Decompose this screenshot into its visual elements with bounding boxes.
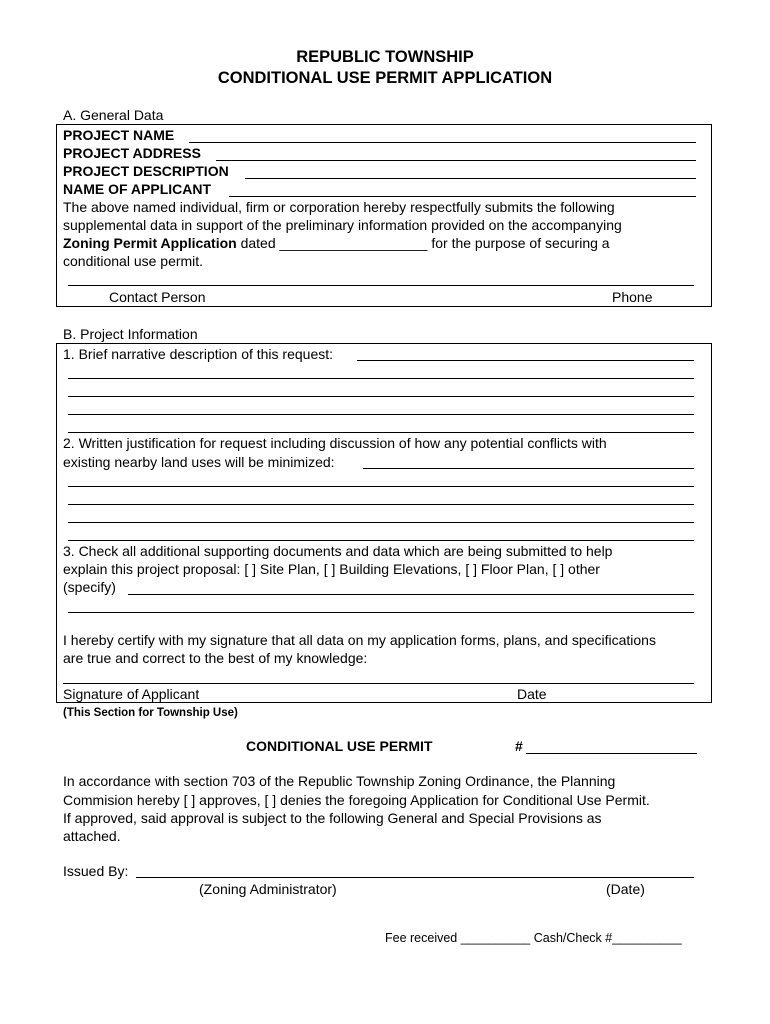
question-1-field[interactable] [357,360,694,361]
permit-number-prefix: # [515,738,523,754]
project-information-box [56,343,712,703]
approval-paragraph-line-3: If approved, said approval is subject to the following General and Special Provisions as [63,810,602,826]
approval-paragraph-line-4: attached. [63,828,121,844]
project-address-label: PROJECT ADDRESS [63,145,201,161]
project-address-field[interactable] [216,160,696,161]
project-name-label: PROJECT NAME [63,127,175,143]
question-1-line[interactable] [68,396,694,397]
question-3-line-2: explain this project proposal: [ ] Site Plan, [ ] Building Elevations, [ ] Floor Plan, [ ] other [63,561,600,577]
permit-number-field[interactable] [526,753,697,754]
certification-line-2: are true and correct to the best of my knowledge: [63,650,368,666]
township-use-note: (This Section for Township Use) [63,707,238,719]
approval-paragraph-line-2: Commision hereby [ ] approves, [ ] denies the foregoing Application for Conditional Use Permit. [63,792,650,808]
statement-line-3 [63,235,610,252]
section-b-heading: B. Project Information [63,326,198,342]
issued-date-label: (Date) [606,881,645,897]
question-1-line[interactable] [68,378,694,379]
question-1-label: 1. Brief narrative description of this request: [63,346,334,362]
contact-phone-field[interactable] [68,285,694,286]
phone-label: Phone [612,289,653,305]
form-title: CONDITIONAL USE PERMIT APPLICATION [217,69,553,87]
project-description-label: PROJECT DESCRIPTION [63,163,229,179]
applicant-name-field[interactable] [229,196,696,197]
zoning-administrator-label: (Zoning Administrator) [199,881,337,897]
question-2-line-1: 2. Written justification for request including discussion of how any potential conflicts with [63,435,607,451]
township-title: REPUBLIC TOWNSHIP [296,48,474,66]
question-2-field[interactable] [363,468,694,469]
applicant-name-label: NAME OF APPLICANT [63,181,212,197]
question-3-specify-field[interactable] [128,594,694,595]
statement-line-1: The above named individual, firm or corporation hereby respectfully submits the following [63,199,615,215]
question-2-line[interactable] [68,522,694,523]
question-2-line[interactable] [68,540,694,541]
statement-dated: dated ___________________ for the purpose of securing a [236,235,610,251]
project-description-field[interactable] [245,178,696,179]
project-name-field[interactable] [189,142,696,143]
signature-label: Signature of Applicant [63,686,200,702]
question-1-line[interactable] [68,432,694,433]
issued-by-label: Issued By: [63,863,129,879]
date-label: Date [517,686,547,702]
zoning-permit-application-ref: Zoning Permit Application [63,235,237,251]
statement-line-2: supplemental data in support of the preliminary information provided on the accompanying [63,217,622,233]
issued-by-field[interactable] [136,877,694,878]
question-2-line[interactable] [68,504,694,505]
question-2-line-2: existing nearby land uses will be minimized: [63,454,335,470]
approval-paragraph-line-1: In accordance with section 703 of the Republic Township Zoning Ordinance, the Planning [63,773,616,789]
question-2-line[interactable] [68,486,694,487]
fee-received-line: Fee received __________ Cash/Check #__________ [385,931,682,945]
question-3-line-1: 3. Check all additional supporting documents and data which are being submitted to help [63,543,613,559]
conditional-use-permit-label: CONDITIONAL USE PERMIT [246,738,433,754]
signature-field[interactable] [63,683,694,684]
question-3-specify-label: (specify) [63,579,116,595]
statement-line-4: conditional use permit. [63,253,204,269]
question-3-line[interactable] [68,612,694,613]
certification-line-1: I hereby certify with my signature that all data on my application forms, plans, and specifications [63,632,656,648]
question-1-line[interactable] [68,414,694,415]
contact-person-label: Contact Person [109,289,206,305]
section-a-heading: A. General Data [63,107,164,123]
